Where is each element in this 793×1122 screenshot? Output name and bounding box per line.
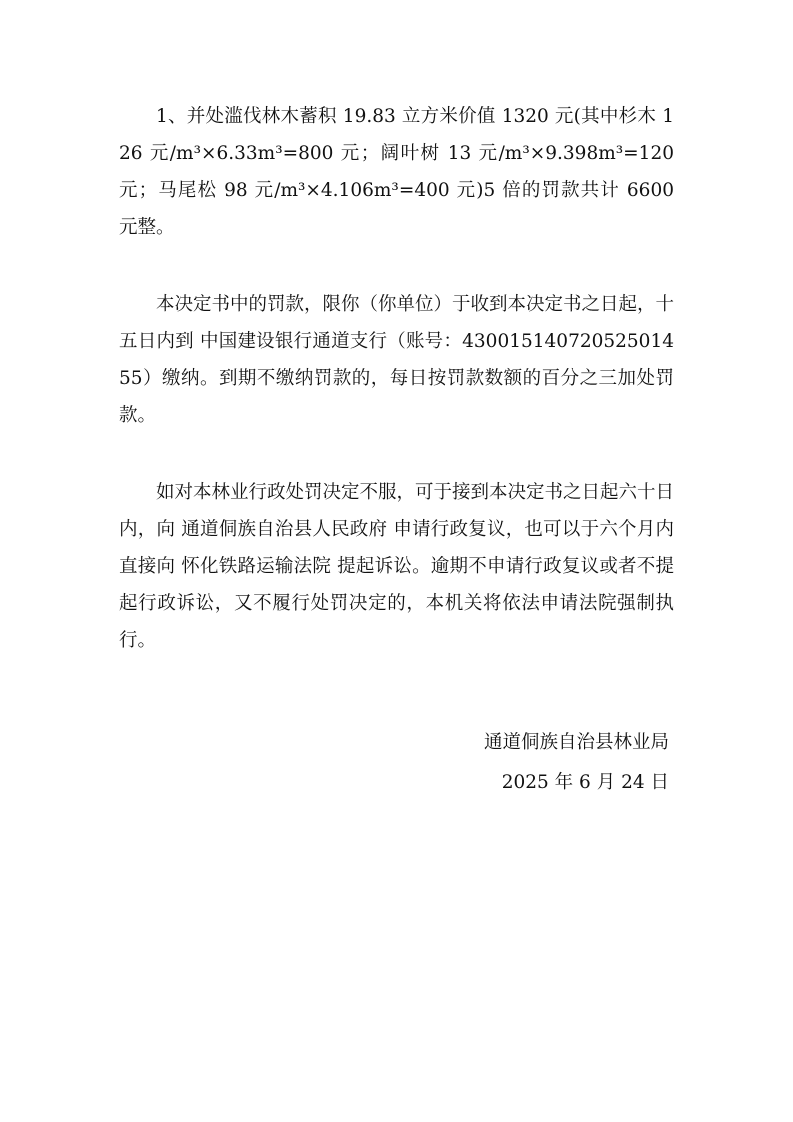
appeal-rights-paragraph: 如对本林业行政处罚决定不服，可于接到本决定书之日起六十日内，向 通道侗族自治县人民政府 申请行政复议，也可以于六个月内直接向 怀化铁路运输法院 提起诉讼。逾期不申请行政复议或者不提起行政诉讼，又不履行处罚决定的，本机关将依法申请法院强制执行。 xyxy=(119,482,675,651)
payment-instructions-paragraph: 本决定书中的罚款，限你（你单位）于收到本决定书之日起，十五日内到 中国建设银行通道支行（账号：43001514072052501455）缴纳。到期不缴纳罚款的，每日按罚款数额的百分之三加处罚款。 xyxy=(119,294,675,426)
issuing-organization: 通道侗族自治县林业局 xyxy=(483,732,669,753)
penalty-amount-paragraph: 1、并处滥伐林木蓄积 19.83 立方米价值 1320 元(其中杉木 126 元/m³×6.33m³=800 元；阔叶树 13 元/m³×9.398m³=120 元；马尾松 98 元/m³×4.106m³=400 元)5 倍的罚款共计 6600 元整。 xyxy=(119,106,674,238)
issue-date: 2025 年 6 月 24 日 xyxy=(501,772,669,793)
